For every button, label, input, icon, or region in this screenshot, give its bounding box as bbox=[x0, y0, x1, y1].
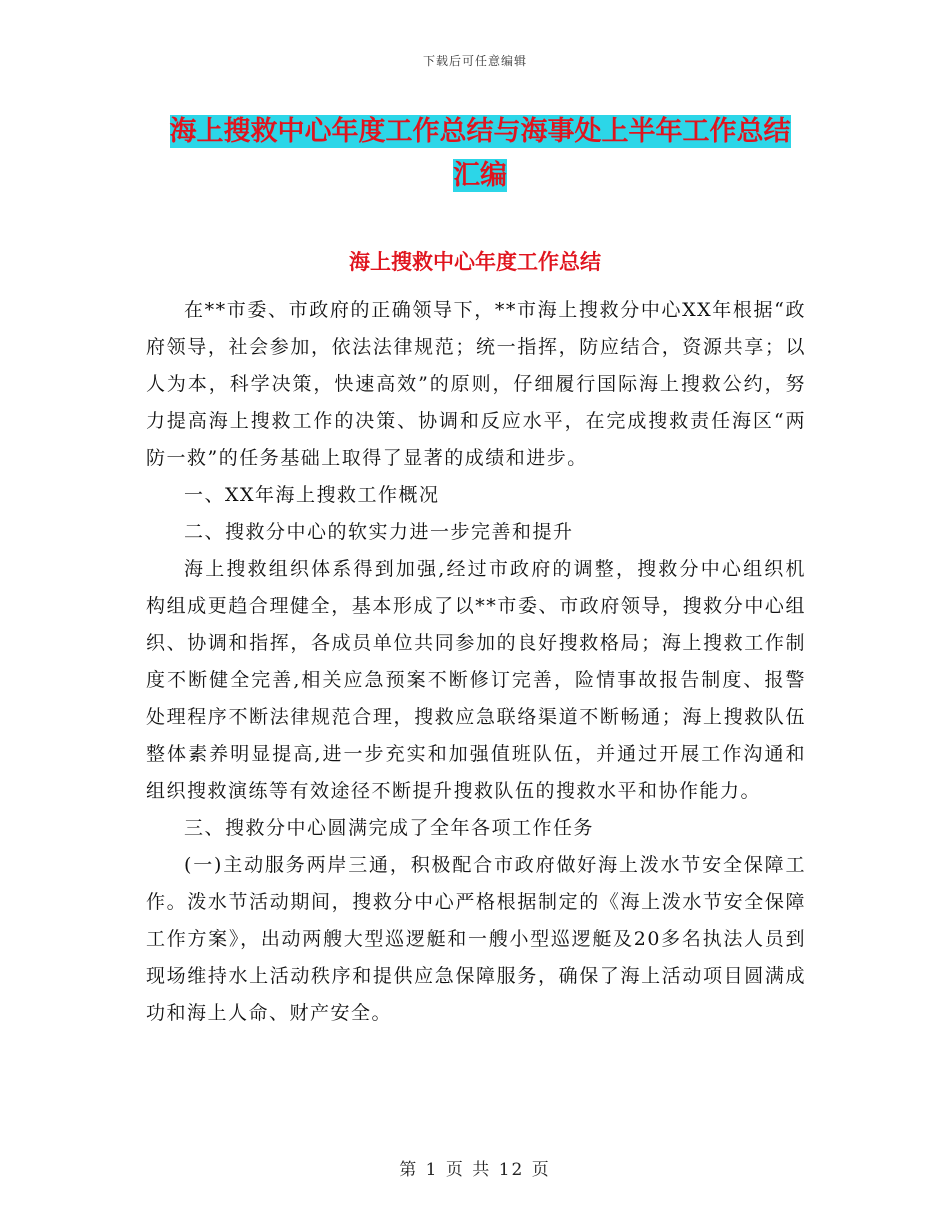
paragraph: 一、XX年海上搜救工作概况 bbox=[184, 484, 440, 506]
body-text bbox=[146, 292, 806, 1032]
document-title-line1: 海上搜救中心年度工作总结与海事处上半年工作总结 bbox=[169, 116, 791, 147]
paragraph: 海上搜救组织体系得到加强,经过市政府的调整，搜救分中心组织机构组成更趋合理健全，基本形成了以**市委、市政府领导，搜救分中心组织、协调和指挥，各成员单位共同参加的良好搜救格局；海上搜救工作制度不断健全完善,相关应急预案不断修订完善，险情事故报告制度、报警处理程序不断法律规范合理，搜救应急联络渠道不断畅通；海上搜救队伍整体素养明显提高,进一步充实和加强值班队伍，并通过开展工作沟通和组织搜救演练等有效途径不断提升搜救队伍的搜救水平和协作能力。 bbox=[146, 558, 806, 802]
paragraph: 二、搜救分中心的软实力进一步完善和提升 bbox=[184, 521, 574, 543]
paragraph: (一)主动服务两岸三通，积极配合市政府做好海上泼水节安全保障工作。泼水节活动期间，搜救分中心严格根据制定的《海上泼水节安全保障工作方案》，出动两艘大型巡逻艇和一艘小型巡逻艇及20多名执法人员到现场维持水上活动秩序和提供应急保障服务，确保了海上活动项目圆满成功和海上人命、财产安全。 bbox=[146, 854, 806, 1024]
paragraph: 在**市委、市政府的正确领导下，**市海上搜救分中心XX年根据“政府领导，社会参加，依法法律规范；统一指挥，防应结合，资源共享；以人为本，科学决策，快速高效”的原则，仔细履行国际海上搜救公约，努力提高海上搜救工作的决策、协调和反应水平，在完成搜救责任海区“两防一救”的任务基础上取得了显著的成绩和进步。 bbox=[146, 299, 806, 469]
document-title bbox=[150, 110, 810, 198]
paragraph: 三、搜救分中心圆满完成了全年各项工作任务 bbox=[184, 817, 595, 839]
header-note: 下载后可任意编辑 bbox=[422, 54, 527, 68]
section-title: 海上搜救中心年度工作总结 bbox=[349, 250, 601, 274]
document-title-line2: 汇编 bbox=[453, 160, 507, 191]
page-footer: 第 1 页 共 12 页 bbox=[399, 1160, 551, 1180]
